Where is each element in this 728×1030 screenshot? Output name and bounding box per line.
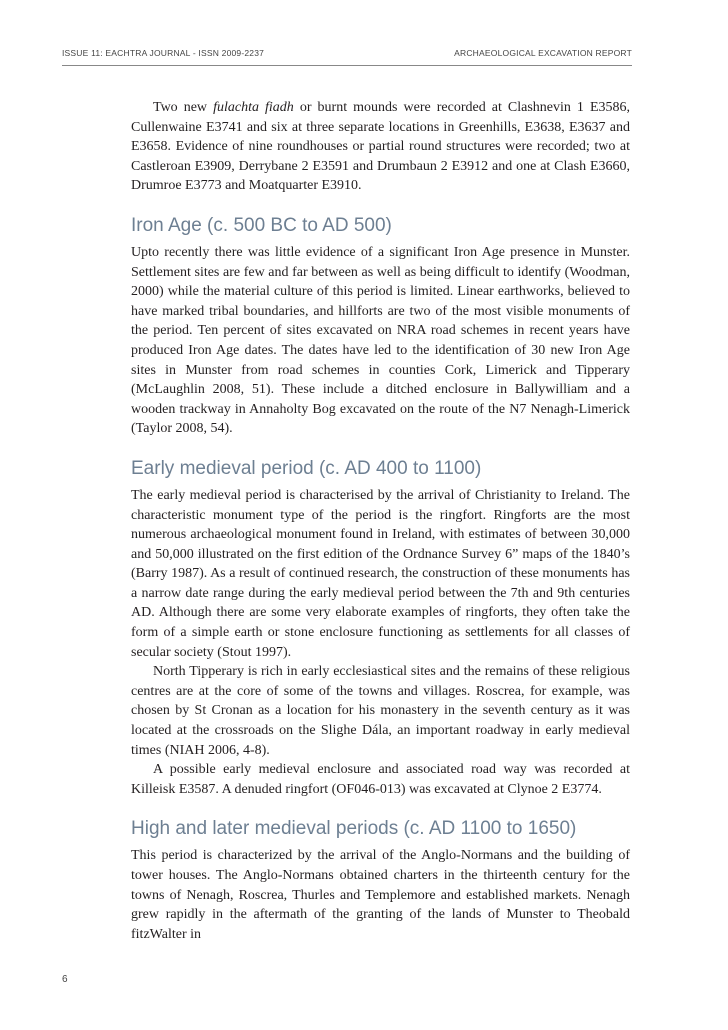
paragraph: Upto recently there was little evidence of a significant Iron Age presence in Munster. Settlement sites are few and far between as well as being difficult to identify (Woodman, 2000) while the material culture of this period is limited. Linear earthworks, believed to have marked tribal boundaries, and hillforts are two of the most visible monuments of the period. Ten percent of sites excavated on NRA road schemes in recent years have produced Iron Age dates. The dates have led to the identification of 30 new Iron Age sites in Munster from road schemes in counties Cork, Limerick and Tipperary (McLaughlin 2008, 51). These include a ditched enclosure in Ballywilliam and a wooden trackway in Annaholty Bog excavated on the route of the N7 Nenagh-Limerick (Taylor 2008, 54). xyxy=(131,244,630,437)
paragraph: This period is characterized by the arrival of the Anglo-Normans and the building of tower houses. The Anglo-Normans obtained charters in the thirteenth century for the towns of Nenagh, Roscrea, Thurles and Templemore and established markets. Nenagh grew rapidly in the aftermath of the granting of the lands of Munster to Theobald fitzWalter in xyxy=(131,848,630,942)
header-rule xyxy=(62,65,632,66)
paragraph: A possible early medieval enclosure and associated road way was recorded at Killeisk E3587. A denuded ringfort (OF046-013) was excavated at Clynoe 2 E3774. xyxy=(131,762,630,797)
running-header xyxy=(62,48,632,62)
article-body xyxy=(131,98,630,944)
section-heading-early-medieval: Early medieval period (c. AD 400 to 1100) xyxy=(131,457,482,479)
section-heading-high-later-medieval: High and later medieval periods (c. AD 1100 to 1650) xyxy=(131,818,577,840)
section-heading-iron-age: Iron Age (c. 500 BC to AD 500) xyxy=(131,214,392,236)
paragraph: North Tipperary is rich in early ecclesiastical sites and the remains of these religious centres are at the core of some of the towns and villages. Roscrea, for example, was chosen by St Cronan as a location for his monastery in the seventh century as it was located at the crossroads on the Slighe Dála, an important roadway in early medieval times (NIAH 2006, 4-8). xyxy=(131,664,630,758)
intro-paragraph: Two new fulachta fiadh or burnt mounds were recorded at Clashnevin 1 E3586, Cullenwaine E3741 and six at three separate locations in Greenhills, E3638, E3637 and E3658. Evidence of nine roundhouses or partial round structures were recorded; two at Castleroan E3909, Derrybane 2 E3591 and Drumbaun 2 E3912 and one at Clash E3660, Drumroe E3773 and Moatquarter E3910. xyxy=(131,100,630,194)
page-number: 6 xyxy=(62,974,68,985)
paragraph: The early medieval period is characterised by the arrival of Christianity to Ireland. The characteristic monument type of the period is the ringfort. Ringforts are the most numerous archaeological monument found in Ireland, with estimates of between 30,000 and 50,000 illustrated on the first edition of the Ordnance Survey 6” maps of the 1840’s (Barry 1987). As a result of continued research, the construction of these monuments has a narrow date range during the early medieval period between the 7th and 9th centuries AD. Although there are some very elaborate examples of ringforts, they often take the form of a simple earth or stone enclosure functioning as settlements for all classes of secular society (Stout 1997). xyxy=(131,487,630,660)
journal-issue-header: ISSUE 11: EACHTRA JOURNAL - ISSN 2009-2237 xyxy=(62,48,265,58)
report-type-header: ARCHAEOLOGICAL EXCAVATION REPORT xyxy=(454,48,632,58)
intro-italic-term: fulachta fiadh xyxy=(213,100,294,115)
